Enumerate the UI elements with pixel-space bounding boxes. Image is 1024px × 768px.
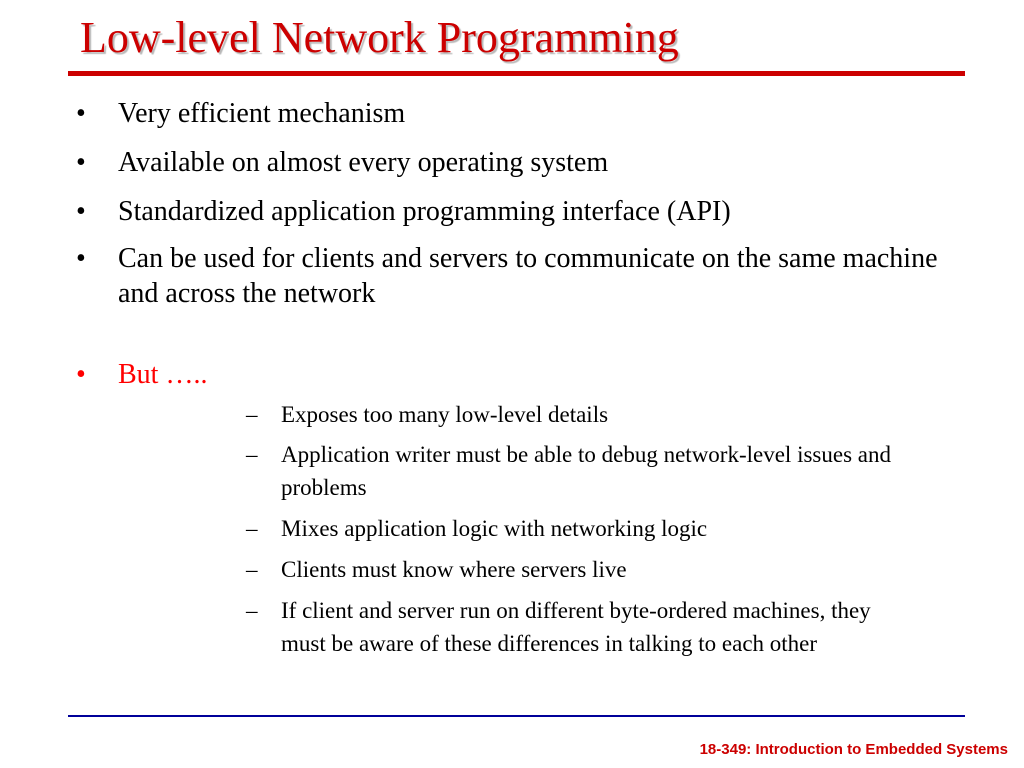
sub-bullet-item — [118, 512, 964, 545]
bullet-item — [0, 241, 1024, 311]
bullet-marker: • — [76, 243, 86, 274]
bullet-item — [0, 96, 1024, 131]
dash-marker: – — [246, 557, 258, 582]
bullet-text: Very efficient mechanism — [118, 98, 406, 129]
bullet-item — [0, 145, 1024, 180]
sub-bullet-item — [118, 553, 964, 586]
sub-bullet-item — [118, 594, 964, 660]
sub-bullet-item — [118, 398, 964, 431]
bullet-item — [0, 194, 1024, 229]
sub-bullet-text: If client and server run on different byte-ordered machines, they must be aware of these differences in talking to each other — [281, 598, 871, 656]
bullet-marker: • — [76, 196, 86, 227]
dash-marker: – — [246, 442, 258, 467]
dash-marker: – — [246, 516, 258, 541]
bullet-marker: • — [76, 147, 86, 178]
bullet-marker: • — [76, 359, 86, 390]
dash-marker: – — [246, 598, 258, 623]
sub-bullet-text: Mixes application logic with networking logic — [281, 516, 708, 541]
dash-marker: – — [246, 402, 258, 427]
sub-bullet-text: Clients must know where servers live — [281, 557, 627, 582]
sub-bullet-text: Application writer must be able to debug network-level issues and problems — [281, 442, 891, 500]
footer-course-title: 18-349: Introduction to Embedded Systems — [699, 741, 1008, 758]
bullet-text: Standardized application programming interface (API) — [118, 196, 731, 227]
slide-title: Low-level Network Programming — [80, 13, 679, 62]
sub-bullet-list — [118, 398, 964, 660]
sub-bullet-item — [118, 438, 964, 504]
title-divider — [68, 71, 965, 76]
bullet-text: Available on almost every operating system — [118, 147, 609, 178]
bullet-item-but — [0, 357, 1024, 660]
bullet-text: Can be used for clients and servers to communicate on the same machine and across the network — [118, 243, 938, 309]
bullet-marker: • — [76, 98, 86, 129]
bullet-list — [0, 96, 1024, 660]
footer-divider — [68, 715, 965, 717]
sub-bullet-text: Exposes too many low-level details — [281, 402, 609, 427]
bullet-text: But ….. — [118, 359, 208, 390]
